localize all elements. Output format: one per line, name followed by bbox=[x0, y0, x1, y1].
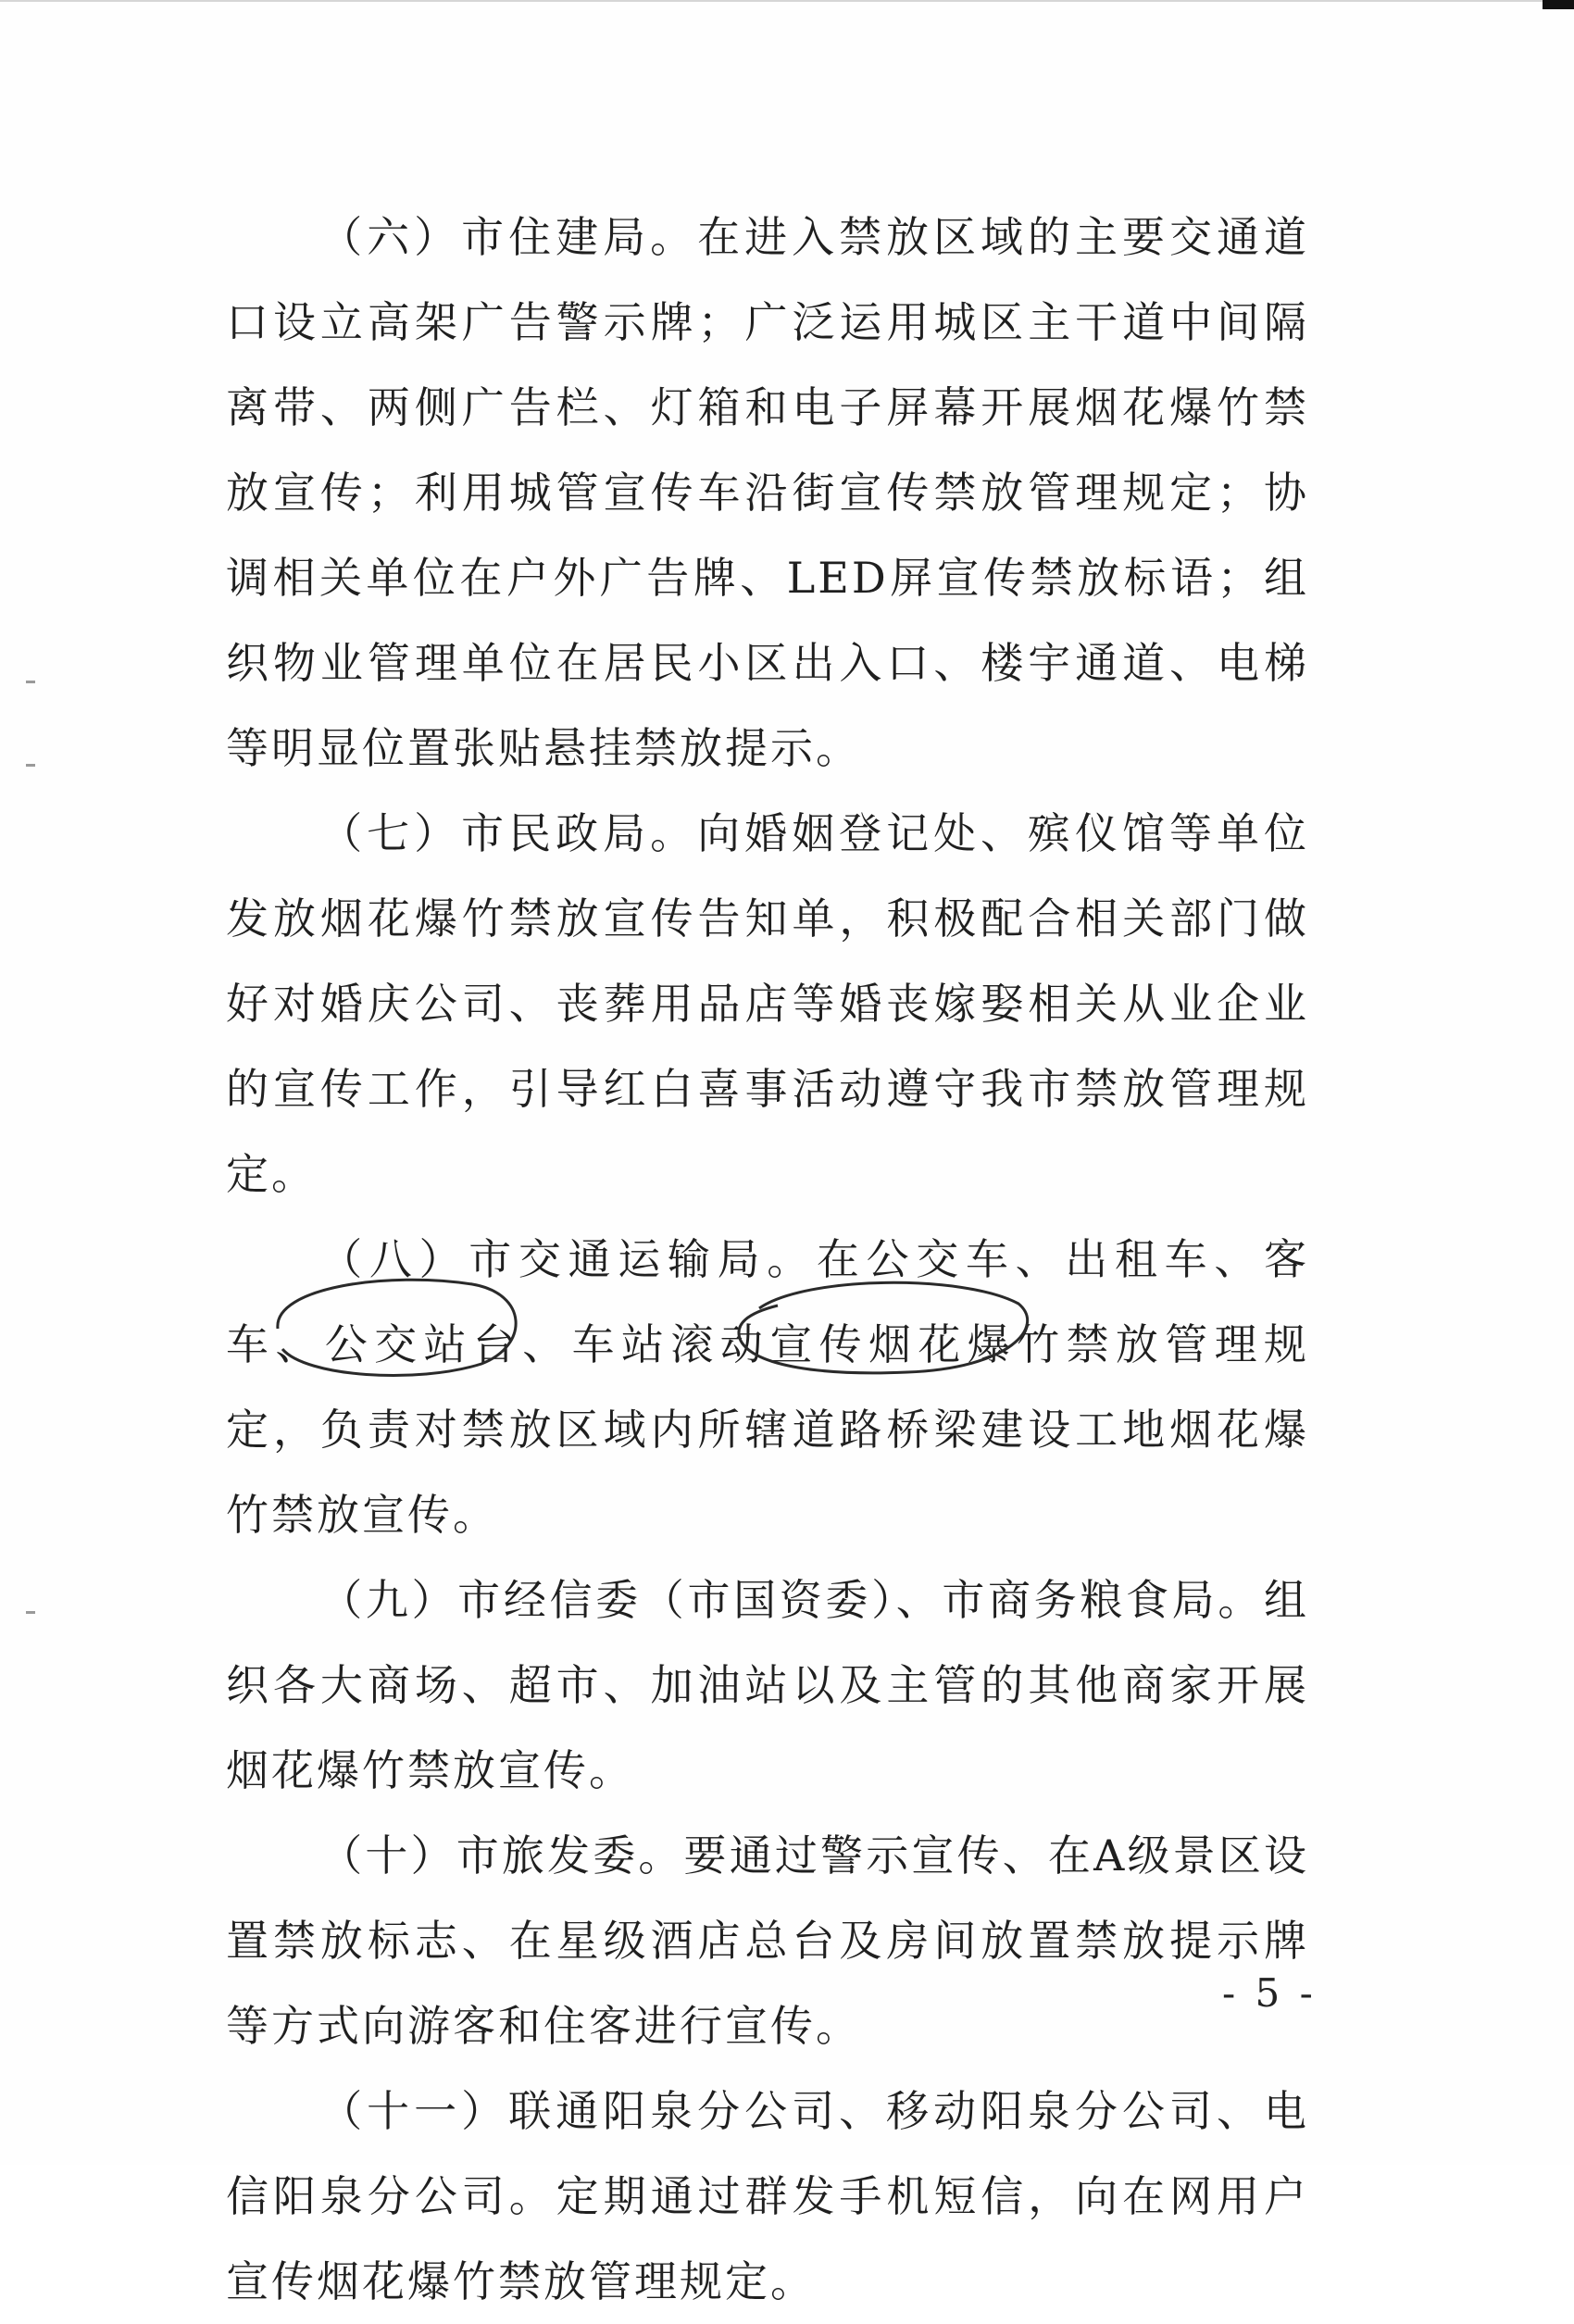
margin-tick bbox=[26, 764, 35, 767]
paragraph-tourism-commission: （十）市旅发委。要通过警示宣传、在A级景区设置禁放标志、在星级酒店总台及房间放置禁放提示牌等方式向游客和住客进行宣传。 bbox=[226, 1830, 1309, 2051]
paragraph-economic-commerce: （九）市经信委（市国资委）、市商务粮食局。组织各大商场、超市、加油站以及主管的其他商家开展烟花爆竹禁放宣传。 bbox=[226, 1575, 1309, 1795]
scan-corner-mark bbox=[1543, 0, 1574, 9]
paragraph-municipal-housing-bureau: （六）市住建局。在进入禁放区域的主要交通道口设立高架广告警示牌；广泛运用城区主干道中间隔离带、两侧广告栏、灯箱和电子屏幕开展烟花爆竹禁放宣传；利用城管宣传车沿街宣传禁放管理规定；协调相关单位在户外广告牌、LED屏宣传禁放标语；组织物业管理单位在居民小区出入口、楼宇通道、电梯等明显位置张贴悬挂禁放提示。 bbox=[226, 212, 1309, 773]
margin-tick bbox=[26, 681, 35, 683]
page-number: - 5 - bbox=[1222, 1970, 1317, 2016]
margin-tick bbox=[26, 1611, 35, 1614]
paragraph-telecom-companies: （十一）联通阳泉分公司、移动阳泉分公司、电信阳泉分公司。定期通过群发手机短信，向在网用户宣传烟花爆竹禁放管理规定。 bbox=[226, 2086, 1309, 2306]
document-body bbox=[226, 194, 1309, 2324]
scan-top-edge bbox=[0, 0, 1574, 2]
paragraph-transport-bureau: （八）市交通运输局。在公交车、出租车、客车、公交站台、车站滚动宣传烟花爆竹禁放管理规定，负责对禁放区域内所辖道路桥梁建设工地烟花爆竹禁放宣传。 bbox=[226, 1234, 1309, 1540]
paragraph-civil-affairs-bureau: （七）市民政局。向婚姻登记处、殡仪馆等单位发放烟花爆竹禁放宣传告知单，积极配合相关部门做好对婚庆公司、丧葬用品店等婚丧嫁娶相关从业企业的宣传工作，引导红白喜事活动遵守我市禁放管理规定。 bbox=[226, 808, 1309, 1199]
